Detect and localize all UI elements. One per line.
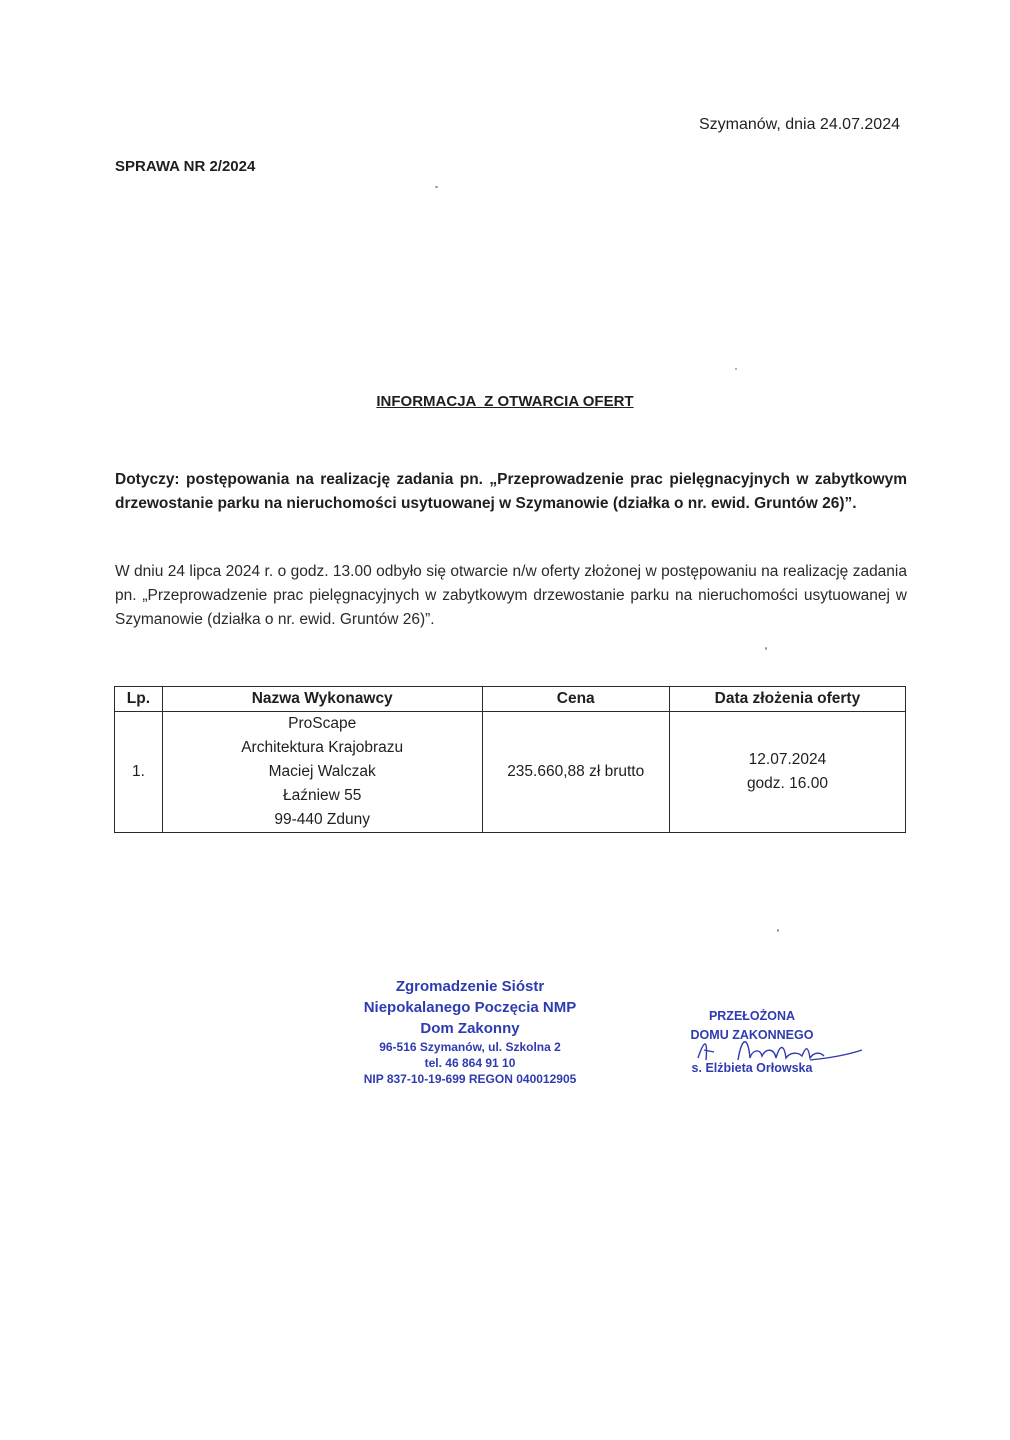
document-title: INFORMACJA Z OTWARCIA OFERT	[376, 393, 634, 410]
contractor-line: Architektura Krajobrazu	[241, 739, 404, 756]
subject-paragraph: Dotyczy: postępowania na realizację zadania pn. „Przeprowadzenie prac pielęgnacyjnych w zabytkowym drzewostanie parku na nieruchomości usytuowanej w Szymanowie (działka o nr. ewid. Gruntów 26)”.	[115, 471, 907, 512]
contractor-line: Maciej Walczak	[268, 763, 376, 780]
contractor-line: Łaźniew 55	[282, 787, 362, 804]
seal-line: DOMU ZAKONNEGO	[690, 1028, 814, 1042]
stamp-line: NIP 837-10-19-699 REGON 040012905	[363, 1072, 577, 1086]
cell-date	[669, 712, 905, 833]
seal-line: s. Elżbieta Orłowska	[691, 1061, 813, 1075]
body-paragraph: W dniu 24 lipca 2024 r. o godz. 13.00 odbyło się otwarcie n/w oferty złożonej w postępowaniu na realizację zadania pn. „Przeprowadzenie prac pielęgnacyjnych w zabytkowym drzewostanie parku na nieruchomości usytuowanej w Szymanowie (działka o nr. ewid. Gruntów 26)”.	[115, 563, 907, 628]
scan-speck	[777, 929, 779, 932]
time-line-value: godz. 16.00	[746, 775, 828, 792]
header-contractor: Nazwa Wykonawcy	[162, 687, 482, 712]
header-date: Data złożenia oferty	[669, 687, 905, 712]
stamp-line: 96-516 Szymanów, ul. Szkolna 2	[379, 1040, 561, 1054]
date-line: Szymanów, dnia 24.07.2024	[698, 116, 900, 133]
stamp-line: Dom Zakonny	[420, 1020, 520, 1037]
cell-price: 235.660,88 zł brutto	[482, 712, 669, 833]
seal-line: PRZEŁOŻONA	[708, 1009, 796, 1023]
header-lp: Lp.	[115, 687, 163, 712]
scan-speck	[765, 647, 767, 650]
case-number: SPRAWA NR 2/2024	[115, 158, 256, 175]
header-price: Cena	[482, 687, 669, 712]
contractor-line: 99-440 Zduny	[274, 811, 371, 828]
cell-lp: 1.	[115, 712, 163, 833]
stamp-line: Niepokalanego Poczęcia NMP	[363, 999, 577, 1016]
date-line-value: 12.07.2024	[748, 751, 827, 768]
contractor-line: ProScape	[288, 715, 357, 732]
handwritten-signature	[690, 1030, 870, 1070]
scan-speck	[435, 186, 438, 188]
cell-contractor	[162, 712, 482, 833]
table-row	[115, 712, 906, 833]
institution-stamp	[330, 976, 610, 1087]
table-header-row	[115, 687, 906, 712]
offers-table	[114, 686, 906, 833]
stamp-line: Zgromadzenie Sióstr	[395, 978, 545, 995]
stamp-line: tel. 46 864 91 10	[424, 1056, 516, 1070]
scan-speck	[735, 368, 737, 370]
